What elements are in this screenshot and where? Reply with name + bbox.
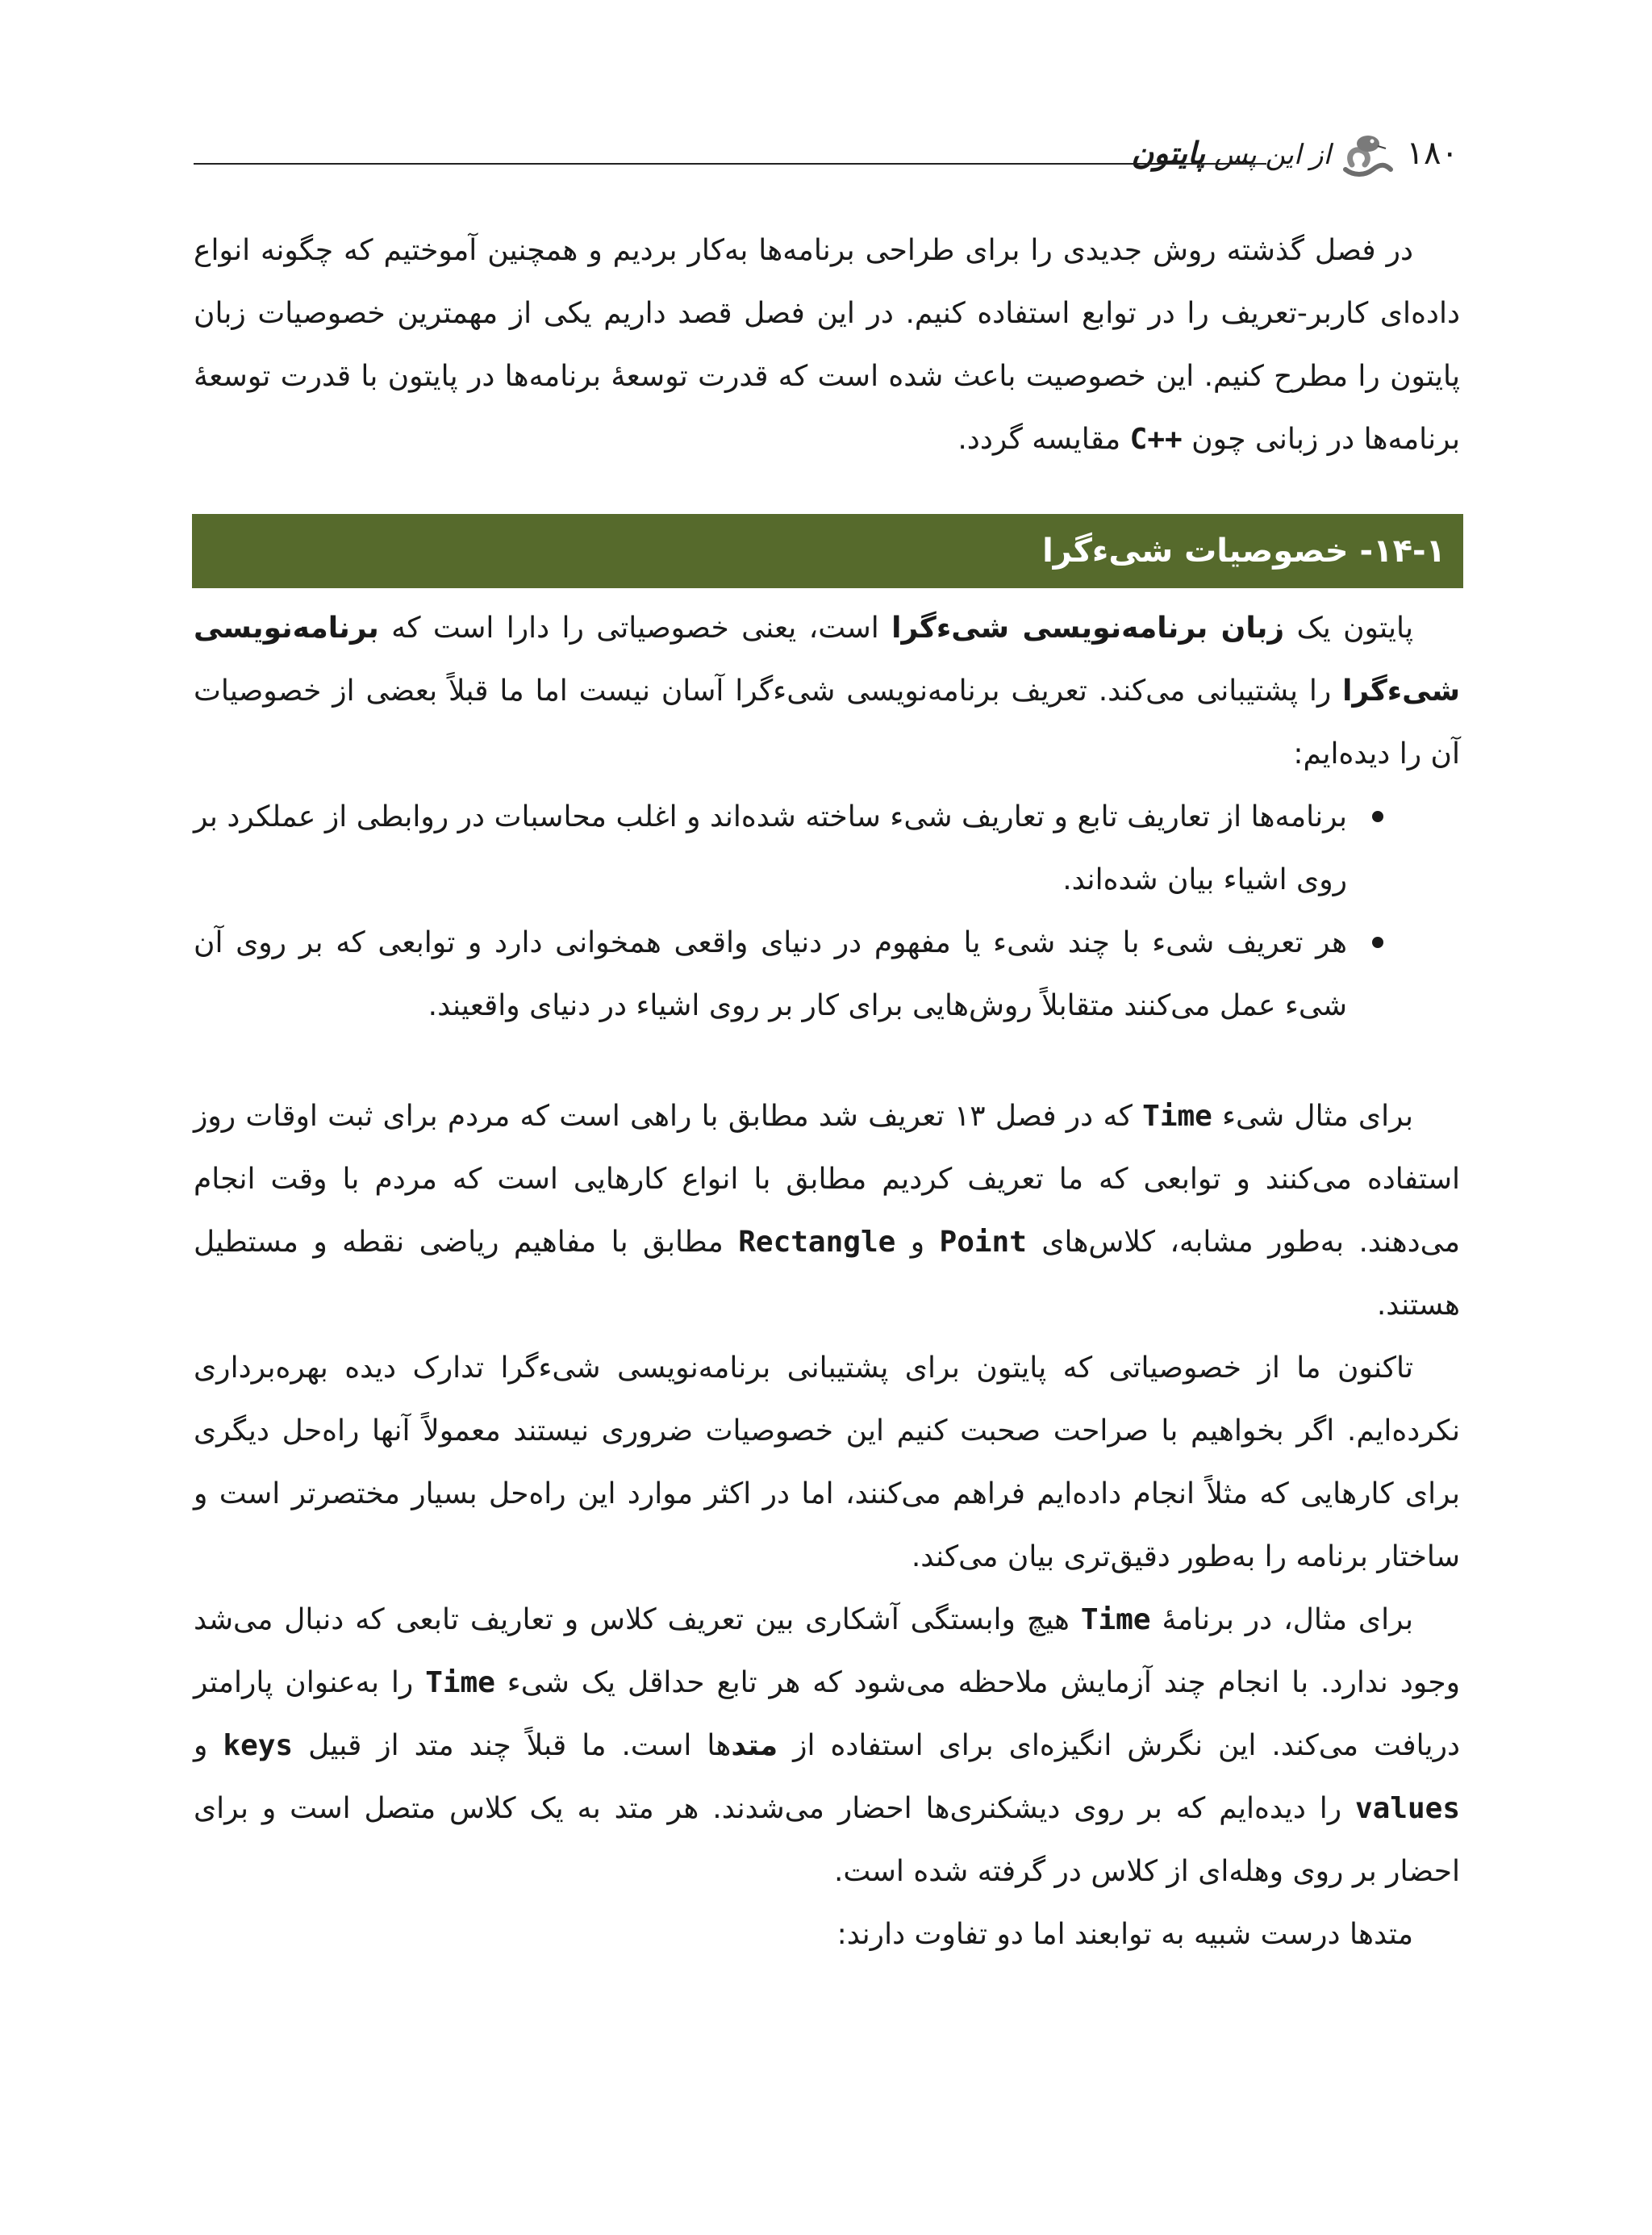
snake-logo-icon <box>1341 132 1394 178</box>
method-term: متد <box>731 1729 778 1762</box>
header-rule <box>194 163 1266 165</box>
section-heading-bar <box>192 514 1463 588</box>
section-title: ۱۴-۱- خصوصیات شیءگرا <box>1042 533 1446 570</box>
intro-text: در فصل گذشته روش جدیدی را برای طراحی برنامه‌ها به‌کار بردیم و همچنین آموختیم که چگونه انواع داده‌ای کاربر-تعریف را در توابع استفاده کنیم. در این فصل قصد داریم یکی از مهمترین خصوصیات زبان پایتون را مطرح کنیم. این خصوصیت باعث شده است که قدرت توسعهٔ برنامه‌ها در پایتون با قدرت توسعهٔ برنامه‌ها در زبانی چون <box>194 234 1460 456</box>
para2-a: برای مثال شیء <box>1222 1100 1413 1133</box>
bullet-icon <box>1372 937 1383 948</box>
oop-term-programming: برنامه‌نویسی شیءگرا <box>194 612 1460 708</box>
para4-c: را به‌عنوان پارامتر دریافت می‌کند. این نگرش انگیزه‌ای برای استفاده از <box>194 1666 1460 1762</box>
code-point: Point <box>939 1226 1027 1259</box>
running-title-prefix: از این پس <box>1213 139 1331 171</box>
code-rectangle: Rectangle <box>738 1226 896 1259</box>
para4-e: را دیده‌ایم که بر روی دیشکنری‌ها احضار می‌شدند. هر متد به یک کلاس متصل است و برای احضار بر روی وهله‌ای از کلاس در گرفته شده است. <box>194 1792 1460 1888</box>
running-header <box>194 129 1458 178</box>
para1-c: است، یعنی خصوصیاتی را دارا است که <box>391 612 879 645</box>
cpp-term: C++ <box>1129 423 1183 456</box>
code-keys: keys <box>223 1729 294 1762</box>
list-item-text: برنامه‌ها از تعاریف تابع و تعاریف شیء ساخته شده‌اند و اغلب محاسبات در روابطی از عملکرد بر روی اشیاء بیان شده‌اند. <box>194 800 1347 896</box>
para4-d: ها است. ما قبلاً چند متد از قبیل <box>308 1729 732 1762</box>
intro-end: مقایسه گردد. <box>957 423 1121 456</box>
time-example-paragraph <box>194 1085 1460 1337</box>
page-number: ۱۸۰ <box>1406 135 1458 172</box>
para2-and: و <box>910 1226 925 1259</box>
code-time: Time <box>425 1666 495 1699</box>
para4-b: هیچ وابستگی آشکاری بین تعریف کلاس و تعاریف تابعی که دنبال می‌شد وجود ندارد. با انجام چند آزمایش ملاحظه می‌شود که هر تابع حداقل یک شیء <box>194 1603 1460 1699</box>
code-values: values <box>1354 1792 1460 1825</box>
oop-term-language: زبان برنامه‌نویسی شیءگرا <box>891 612 1285 645</box>
section-body-1 <box>194 597 1460 1038</box>
list-item <box>194 786 1460 912</box>
running-title-bold: پایتون <box>1131 136 1206 171</box>
code-time: Time <box>1080 1603 1151 1636</box>
para4-and: و <box>194 1729 208 1762</box>
oop-paragraph <box>194 597 1460 786</box>
para1-a: پایتون یک <box>1296 612 1414 645</box>
para4-a: برای مثال، در برنامهٔ <box>1162 1603 1413 1636</box>
para2-c: مطابق با مفاهیم ریاضی نقطه و مستطیل هستند. <box>194 1226 1460 1322</box>
code-time: Time <box>1142 1100 1212 1133</box>
feature-list <box>194 786 1460 1038</box>
list-item <box>194 912 1460 1038</box>
list-item-text: هر تعریف شیء با چند شیء یا مفهوم در دنیای واقعی همخوانی دارد و توابعی که بر روی آن شیء عمل می‌کنند متقابلاً روش‌هایی برای کار بر روی اشیاء در دنیای واقعیند. <box>194 926 1347 1022</box>
para2-b: که در فصل ۱۳ تعریف شد مطابق با راهی است که مردم برای ثبت اوقات روز استفاده می‌کنند و توابعی که ما تعریف کردیم مطابق با انواع کارهایی است که مردم با وقت انجام می‌دهند. به‌طور مشابه، کلاس‌های <box>194 1100 1460 1259</box>
bullet-icon <box>1372 811 1383 822</box>
methods-paragraph <box>194 1589 1460 1903</box>
running-title <box>1131 129 1331 179</box>
methods-diff-paragraph: متدها درست شبیه به توابعند اما دو تفاوت دارند: <box>836 1918 1413 1951</box>
intro-block <box>194 219 1460 471</box>
section-body-2 <box>194 1085 1460 1966</box>
intro-paragraph <box>194 219 1460 471</box>
para1-d: را پشتیبانی می‌کند. تعریف برنامه‌نویسی شیءگرا آسان نیست اما ما قبلاً بعضی از خصوصیات آن را دیده‌ایم: <box>194 675 1460 771</box>
features-paragraph: تاکنون ما از خصوصیاتی که پایتون برای پشتیبانی برنامه‌نویسی شیءگرا تدارک دیده بهره‌برداری نکرده‌ایم. اگر بخواهیم با صراحت صحبت کنیم این خصوصیات ضروری نیستند معمولاً آنها راه‌حل دیگری برای کارهایی که مثلاً انجام داده‌ایم فراهم می‌کنند، اما در اکثر موارد این راه‌حل بسیار مختصرتر است و ساختار برنامه را به‌طور دقیق‌تری بیان می‌کند. <box>194 1351 1460 1573</box>
